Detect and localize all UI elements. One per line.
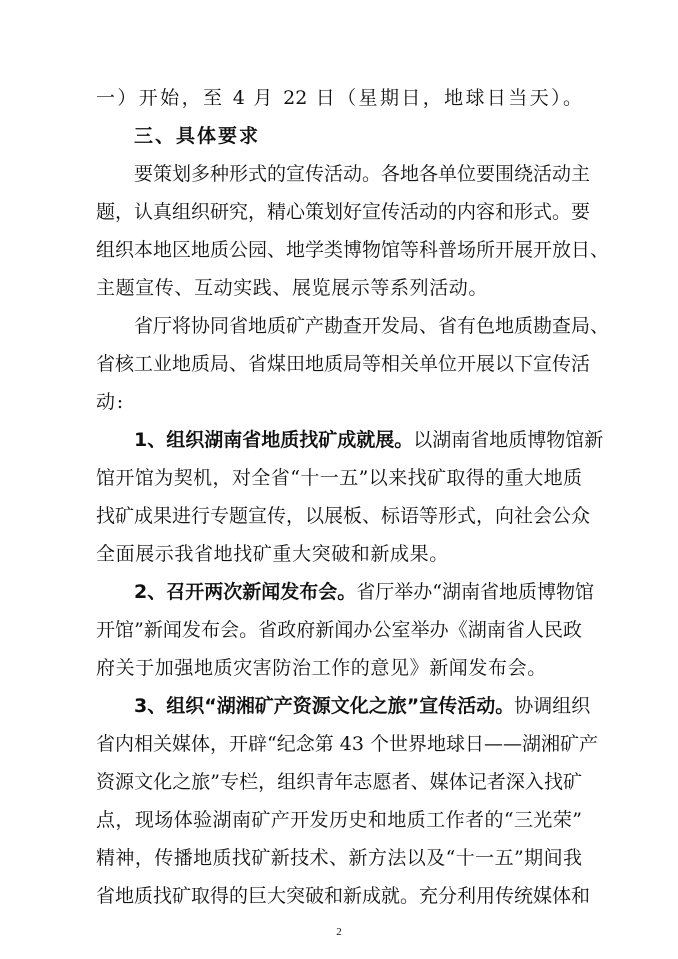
list-item-2-title: 2、召开两次新闻发布会。 — [134, 581, 357, 603]
list-item-1-text: 以湖南省地质博物馆新 — [413, 429, 604, 451]
list-item-2-text: 省厅举办“湖南省地质博物馆 — [356, 581, 594, 603]
paragraph-line: 省厅将协同省地质矿产勘查开发局、省有色地质勘查局、 — [134, 315, 610, 337]
text-line: 一）开始，至 4 月 22 日（星期日，地球日当天）。 — [96, 87, 582, 109]
list-item-3-first-line — [134, 692, 591, 720]
paragraph-line: 全面展示我省地找矿重大突破和新成果。 — [96, 543, 449, 565]
paragraph-line: 动: — [96, 391, 126, 413]
paragraph-line: 找矿成果进行专题宣传，以展板、标语等形式，向社会公众 — [96, 505, 591, 527]
page-number: 2 — [336, 926, 342, 938]
paragraph-line: 馆开馆为契机，对全省“十一五”以来找矿取得的重大地质 — [96, 467, 582, 489]
paragraph-line: 省内相关媒体，开辟“纪念第 43 个世界地球日——湖湘矿产 — [96, 733, 598, 755]
section-heading: 三、具体要求 — [134, 125, 261, 147]
list-item-3-text: 协调组织 — [514, 695, 591, 717]
paragraph-line: 主题宣传、互动实践、展览展示等系列活动。 — [96, 277, 489, 299]
list-item-1-first-line — [134, 426, 604, 454]
paragraph-line: 组织本地区地质公园、地学类博物馆等科普场所开展开放日、 — [96, 239, 610, 261]
paragraph-line: 精神，传播地质找矿新技术、新方法以及“十一五”期间我 — [96, 847, 582, 869]
paragraph-line: 要策划多种形式的宣传活动。各地各单位要围绕活动主 — [134, 163, 591, 185]
list-item-3-title: 3、组织“湖湘矿产资源文化之旅”宣传活动。 — [134, 695, 515, 717]
paragraph-line: 开馆”新闻发布会。省政府新闻办公室举办《湖南省人民政 — [96, 619, 582, 641]
paragraph-line: 省核工业地质局、省煤田地质局等相关单位开展以下宣传活 — [96, 353, 591, 375]
paragraph-line: 资源文化之旅”专栏，组织青年志愿者、媒体记者深入找矿 — [96, 771, 582, 793]
paragraph-line: 点，现场体验湖南矿产开发历史和地质工作者的“三光荣” — [96, 809, 582, 831]
list-item-2-first-line — [134, 578, 594, 606]
paragraph-line: 省地质找矿取得的巨大突破和新成就。充分利用传统媒体和 — [96, 885, 591, 907]
paragraph-line: 府关于加强地质灾害防治工作的意见》新闻发布会。 — [96, 657, 547, 679]
list-item-1-title: 1、组织湖南省地质找矿成就展。 — [134, 429, 414, 451]
paragraph-line: 题，认真组织研究，精心策划好宣传活动的内容和形式。要 — [96, 201, 591, 223]
